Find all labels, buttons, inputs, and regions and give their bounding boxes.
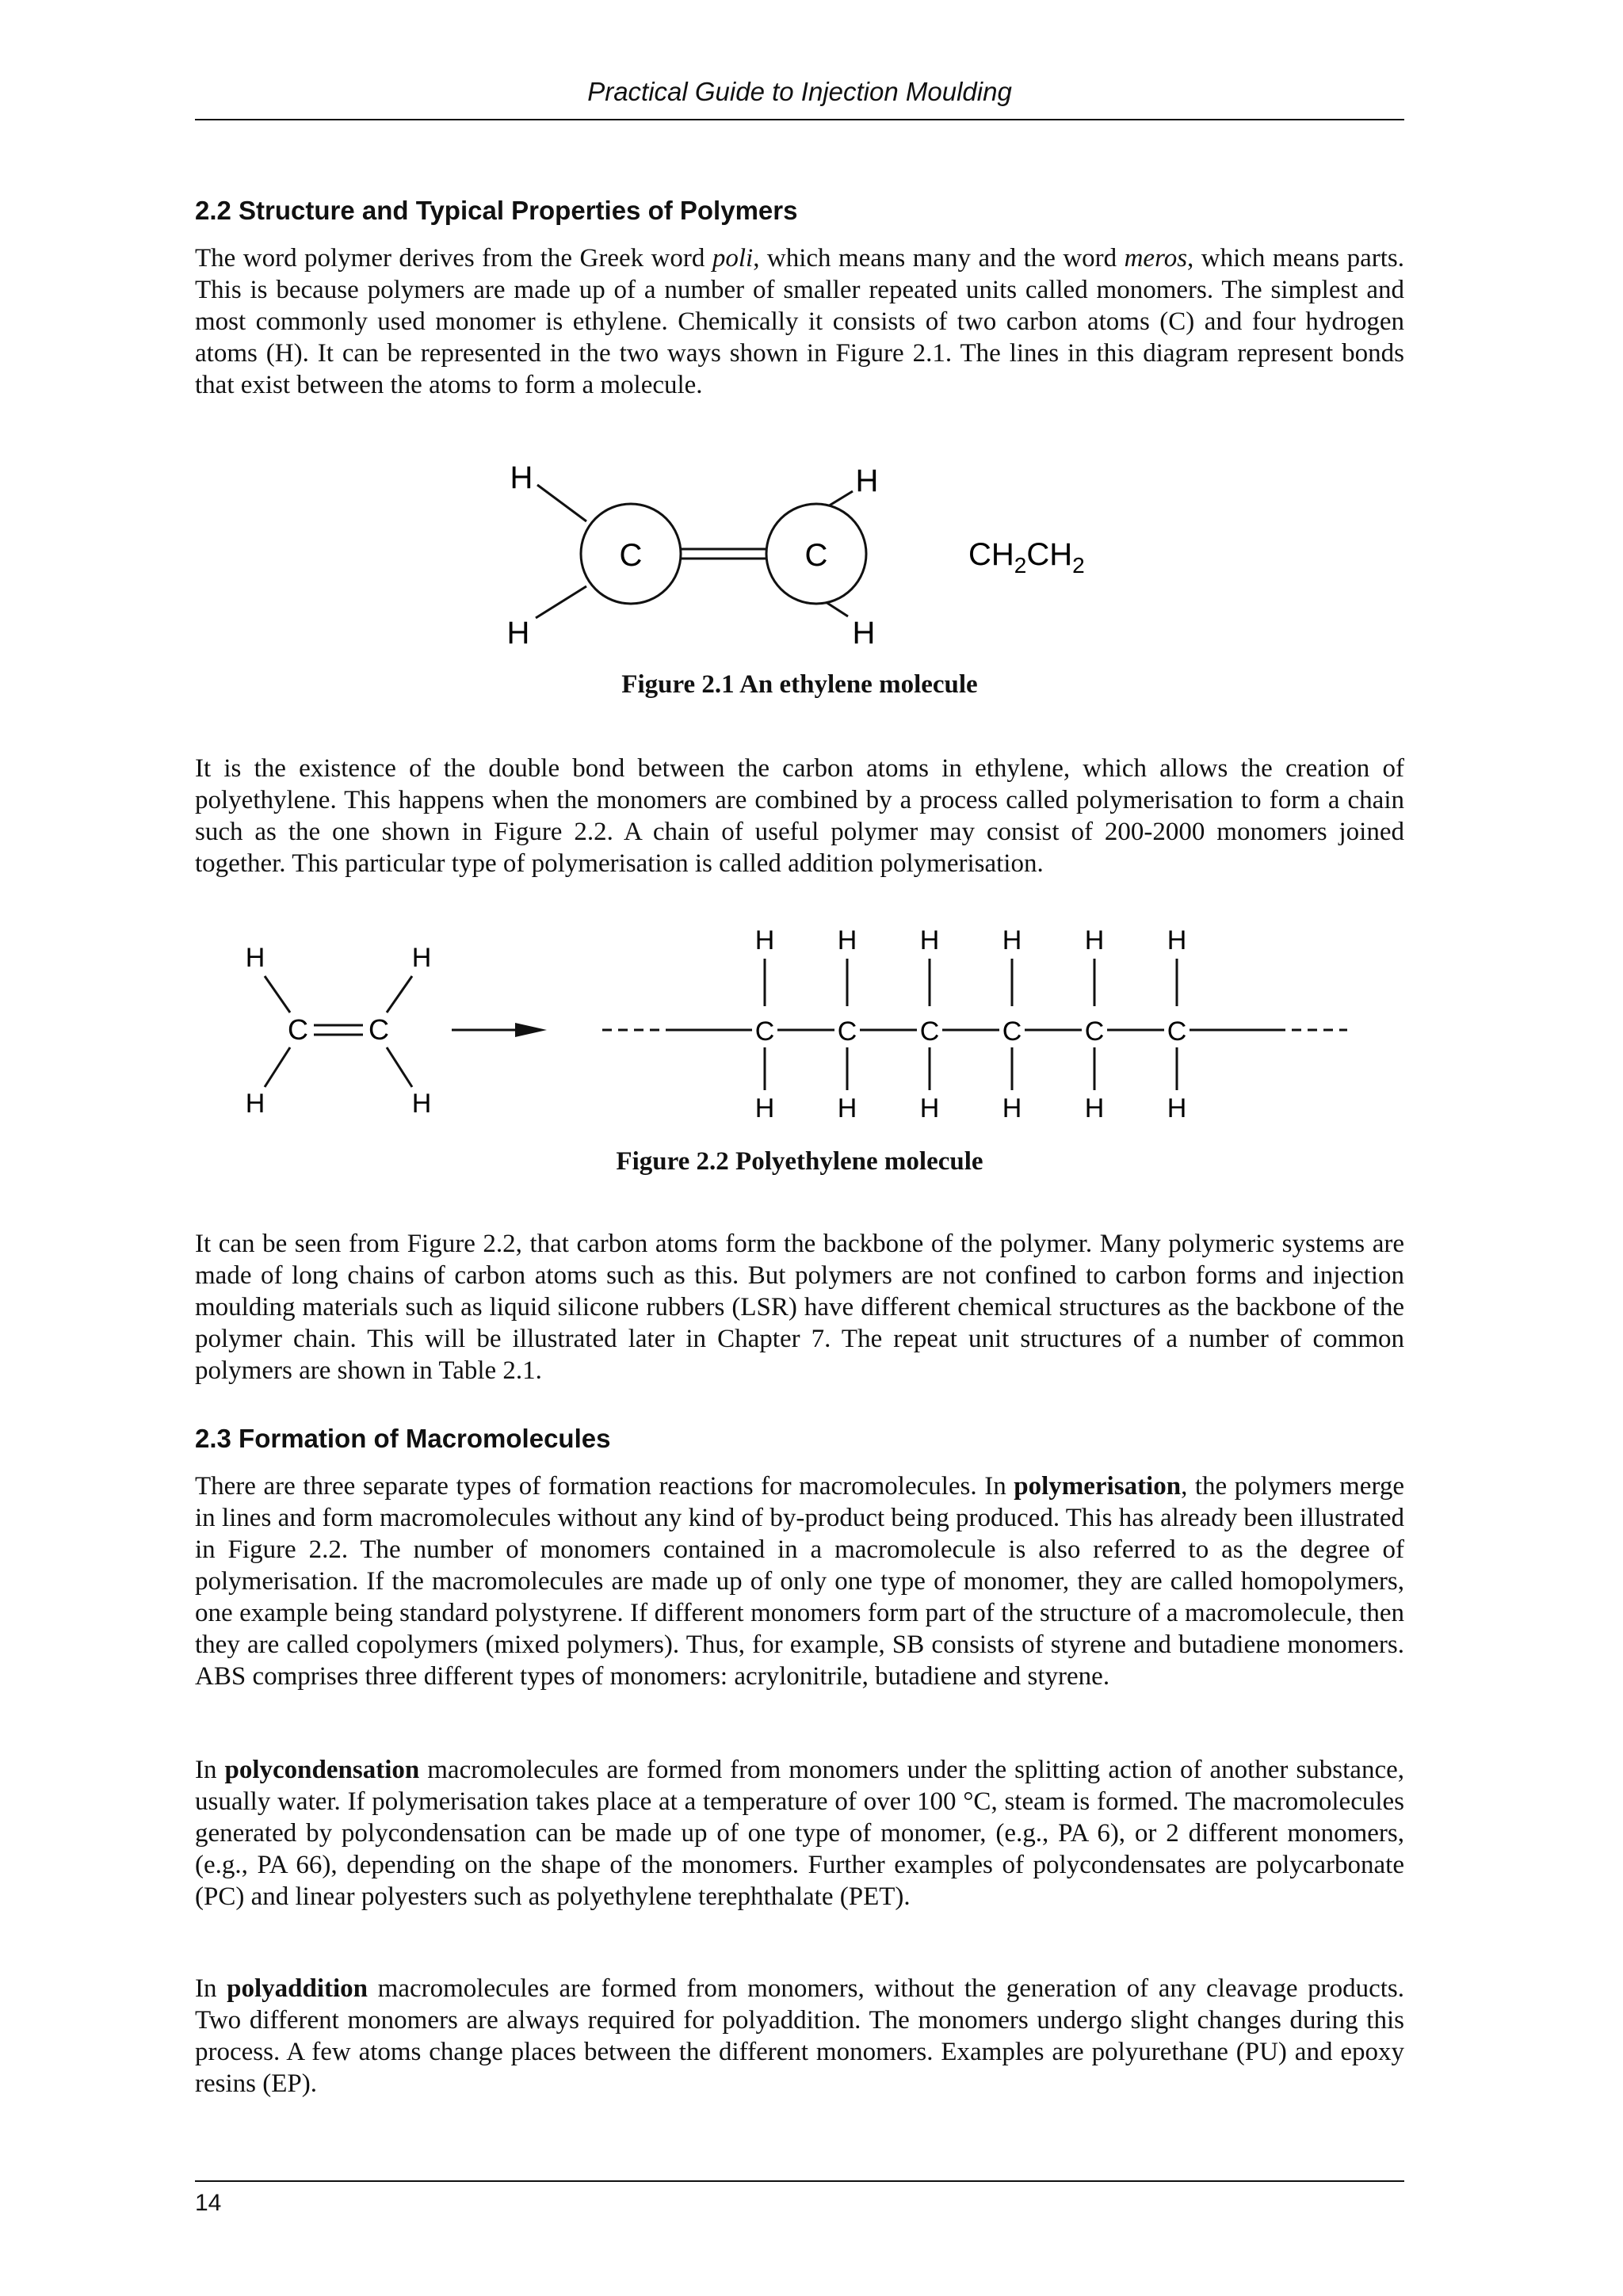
monomer-hydrogen-bottom-right: H bbox=[411, 1089, 432, 1119]
chain-hydrogen-top-4: H bbox=[1002, 927, 1022, 955]
monomer-bond-bl bbox=[265, 1047, 290, 1087]
chain-hydrogen-bottom-2: H bbox=[837, 1093, 857, 1123]
footer-rule bbox=[195, 2180, 1404, 2182]
running-header-title: Practical Guide to Injection Moulding bbox=[587, 77, 1012, 106]
section-heading-2-3: 2.3 Formation of Macromolecules bbox=[195, 1424, 611, 1453]
chain-carbon-2: C bbox=[837, 1016, 857, 1047]
figure-2-1-caption: Figure 2.1 An ethylene molecule bbox=[621, 670, 978, 699]
chain-hydrogen-top-3: H bbox=[919, 927, 940, 955]
paragraph-polymerisation: There are three separate types of formation reactions for macromolecules. In polymerisation, the polymers merge in lines and form macromolecules without any kind of by-product being produced. This has already been illustrated in Figure 2.2. The number of monomers contained in a macromolecule is also referred to as the degree of polymerisation. If the macromolecules are made up of only one type of monomer, they are called homopolymers, one example being standard polystyrene. If different monomers form part of the structure of a macromolecule, then they are called copolymers (mixed polymers). Thus, for example, SB consists of styrene and butadiene monomers. ABS comprises three different types of monomers: acrylonitrile, butadiene and styrene. bbox=[195, 1472, 1404, 1691]
ethylene-formula: $CH_2CH_2$ bbox=[968, 537, 1085, 578]
monomer-hydrogen-top-right: H bbox=[411, 943, 432, 973]
monomer-bond-tl bbox=[265, 976, 290, 1013]
chain-hydrogen-top-1: H bbox=[754, 927, 775, 955]
monomer-carbon-right: C bbox=[369, 1013, 389, 1046]
chain-hydrogen-top-2: H bbox=[837, 927, 857, 955]
hydrogen-label-top-right: H bbox=[855, 463, 879, 498]
reaction-arrow-head bbox=[515, 1023, 547, 1037]
figure-2-1-ethylene-diagram bbox=[475, 444, 1157, 658]
paragraph-carbon-backbone: It can be seen from Figure 2.2, that carbon atoms form the backbone of the polymer. Many polymeric systems are made of long chains of carbon atoms such as this. But polymers are not confined to carbon forms and injection moulding materials such as liquid silicone rubbers (LSR) have different chemical structures as the backbone of the polymer chain. This will be illustrated later in Chapter 7. The repeat unit structures of a number of common polymers are shown in Table 2.1. bbox=[195, 1230, 1404, 1385]
figure-2-2-caption: Figure 2.2 Polyethylene molecule bbox=[616, 1147, 983, 1176]
monomer-hydrogen-bottom-left: H bbox=[245, 1089, 265, 1119]
header-rule bbox=[195, 119, 1404, 120]
monomer-carbon-left: C bbox=[288, 1013, 308, 1046]
monomer-hydrogen-top-left: H bbox=[245, 943, 265, 973]
paragraph-polyaddition: In polyaddition macromolecules are formed from monomers, without the generation of any cleavage products. Two different monomers are always required for polyaddition. The monomers undergo slight changes during this process. A few atoms change places between the different monomers. Examples are polyurethane (PU) and epoxy resins (EP). bbox=[195, 1974, 1404, 2098]
paragraph-polycondensation: In polycondensation macromolecules are formed from monomers under the splitting action of another substance, usually water. If polymerisation takes place at a temperature of over 100 °C, steam is formed. The macromolecules generated by polycondensation can be made up of one type of monomer, (e.g., PA 6), or 2 different monomers, (e.g., PA 66), depending on the shape of the monomers. Further examples of polycondensates are polycarbonate (PC) and linear polyesters such as polyethylene terephthalate (PET). bbox=[195, 1756, 1404, 1911]
chain-carbon-6: C bbox=[1167, 1016, 1187, 1047]
carbon-label-right: C bbox=[804, 538, 828, 573]
chain-hydrogen-bottom-1: H bbox=[754, 1093, 775, 1123]
hydrogen-label-bottom-right: H bbox=[852, 616, 876, 650]
chain-hydrogen-bottom-4: H bbox=[1002, 1093, 1022, 1123]
chain-hydrogen-top-6: H bbox=[1167, 927, 1187, 955]
monomer-bond-br bbox=[387, 1047, 412, 1087]
polyethylene-chain bbox=[674, 927, 1276, 1123]
paragraph-double-bond: It is the existence of the double bond between the carbon atoms in ethylene, which allows the creation of polyethylene. This happens when the monomers are combined by a process called polymerisation to form a chain such as the one shown in Figure 2.2. A chain of useful polymer may consist of 200-2000 monomers joined together. This particular type of polymerisation is called addition polymerisation. bbox=[195, 754, 1404, 878]
chain-hydrogen-top-5: H bbox=[1084, 927, 1105, 955]
chain-carbon-5: C bbox=[1084, 1016, 1105, 1047]
hydrogen-label-bottom-left: H bbox=[506, 616, 530, 650]
bond-h-c-left-top bbox=[537, 485, 586, 521]
monomer-bond-tr bbox=[387, 976, 412, 1013]
figure-2-2-polyethylene-diagram bbox=[230, 927, 1371, 1141]
page-number: 14 bbox=[195, 2190, 222, 2216]
carbon-label-left: C bbox=[619, 538, 643, 573]
paragraph-polymer-definition: The word polymer derives from the Greek word poli, which means many and the word meros, which means parts. This is because polymers are made up of a number of smaller repeated units called monomers. The simplest and most commonly used monomer is ethylene. Chemically it consists of two carbon atoms (C) and four hydrogen atoms (H). It can be represented in the two ways shown in Figure 2.1. The lines in this diagram represent bonds that exist between the atoms to form a molecule. bbox=[195, 244, 1404, 399]
chain-carbon-4: C bbox=[1002, 1016, 1022, 1047]
bond-h-c-left-bottom bbox=[536, 586, 586, 618]
hydrogen-label-top-left: H bbox=[510, 460, 533, 495]
section-heading-2-2: 2.2 Structure and Typical Properties of Polymers bbox=[195, 196, 798, 225]
chain-carbon-1: C bbox=[754, 1016, 775, 1047]
chain-hydrogen-bottom-5: H bbox=[1084, 1093, 1105, 1123]
chain-carbon-3: C bbox=[919, 1016, 940, 1047]
chain-hydrogen-bottom-3: H bbox=[919, 1093, 940, 1123]
chain-hydrogen-bottom-6: H bbox=[1167, 1093, 1187, 1123]
